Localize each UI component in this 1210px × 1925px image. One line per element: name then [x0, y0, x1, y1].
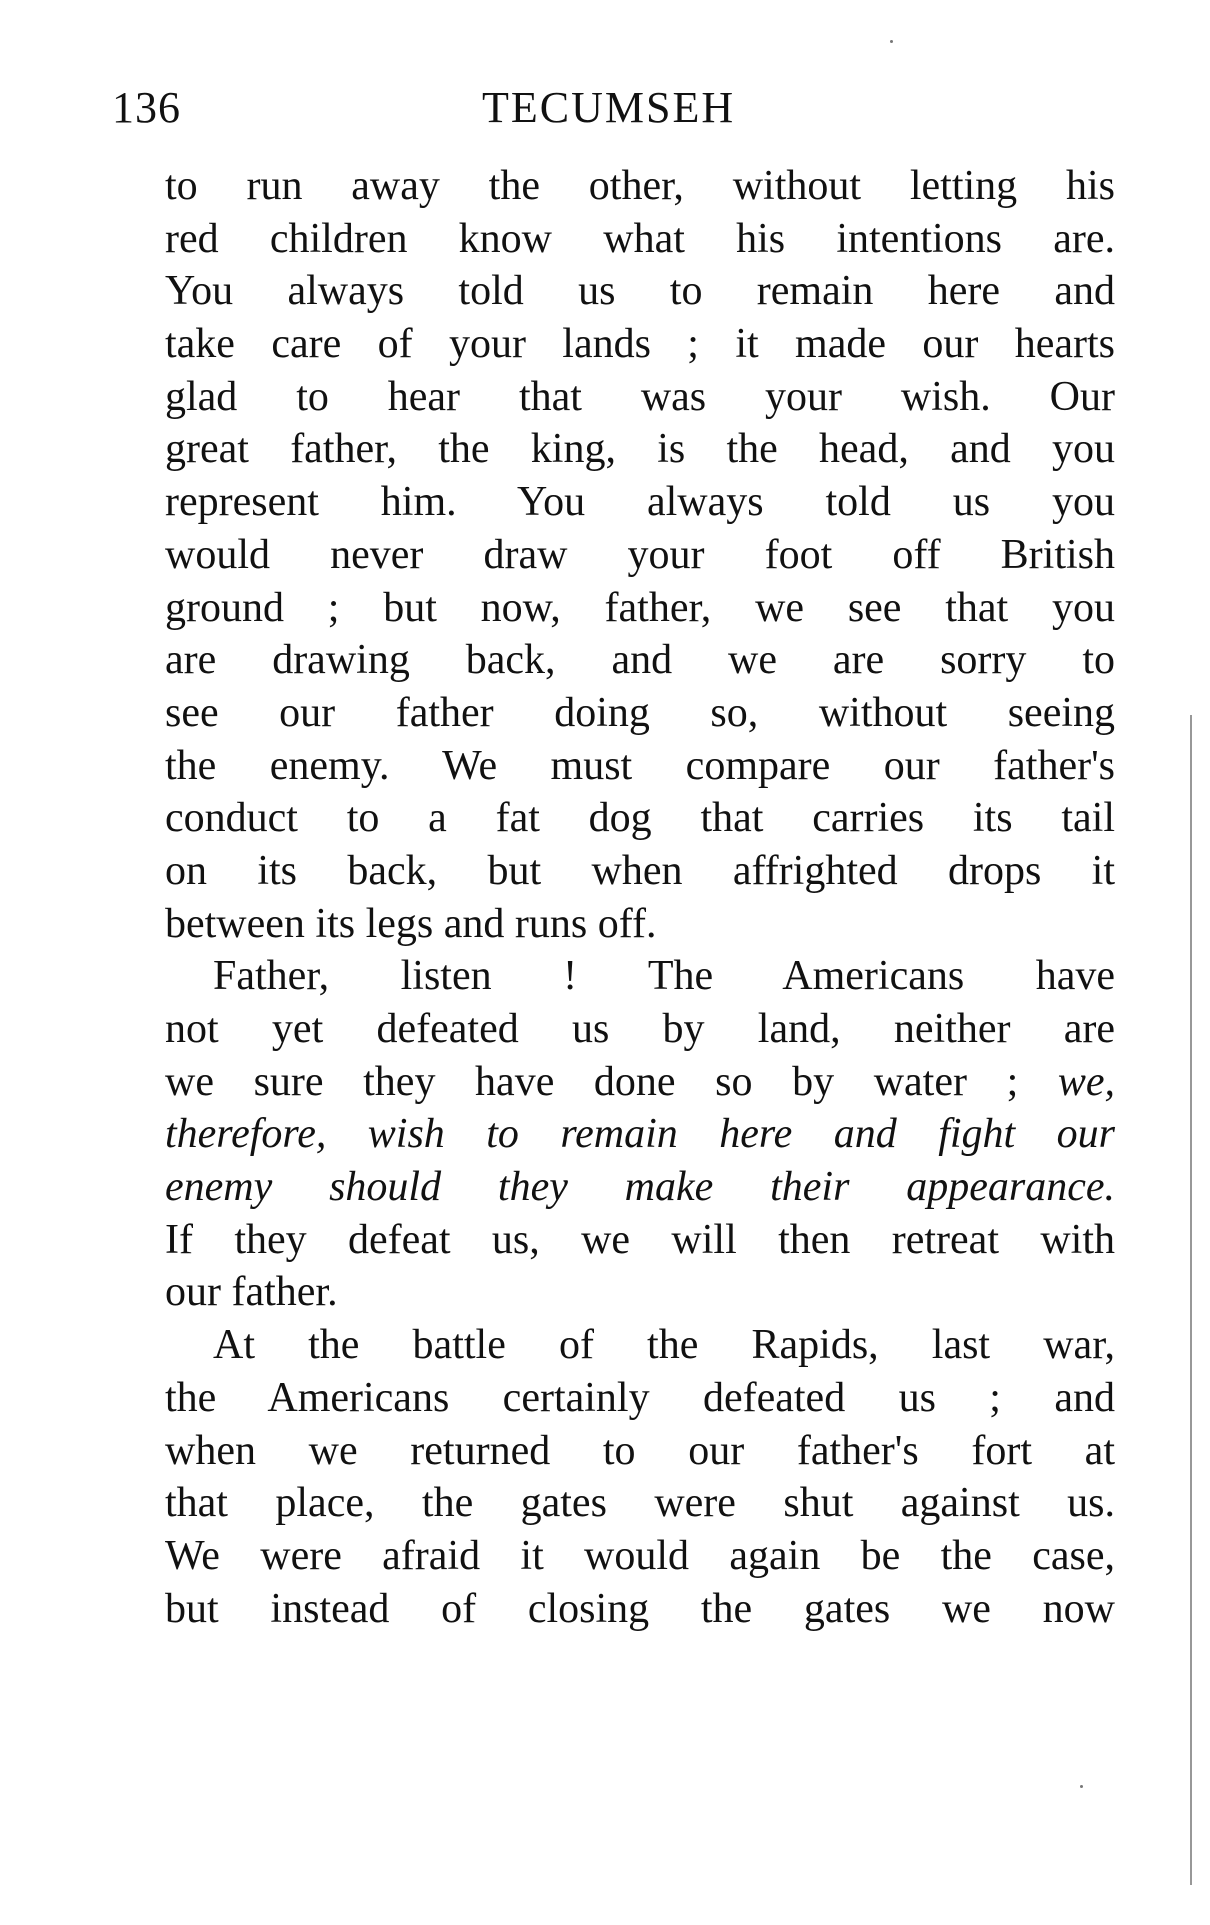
- italic-fragment: we,: [1057, 1058, 1116, 1105]
- running-head: [112, 82, 1112, 142]
- text-line: Father, listen ! The Americans have: [213, 953, 1115, 1000]
- italic-text-line: enemy should they make their appearance.: [165, 1164, 1115, 1211]
- text-line: on its back, but when affrighted drops it: [165, 847, 1115, 894]
- text-line: glad to hear that was your wish. Our: [165, 373, 1115, 420]
- text-line-mixed: [165, 1056, 1115, 1109]
- text-line: conduct to a fat dog that carries its tail: [165, 795, 1115, 842]
- text-line: ground ; but now, father, we see that you: [165, 584, 1115, 631]
- text-line: the enemy. We must compare our father's: [165, 742, 1115, 789]
- text-line: great father, the king, is the head, and you: [165, 426, 1115, 473]
- page-number: 136: [112, 83, 181, 132]
- italic-text-line: therefore, wish to remain here and fight our: [165, 1111, 1115, 1158]
- text-line: take care of your lands ; it made our hearts: [165, 321, 1115, 368]
- text-line: the Americans certainly defeated us ; and: [165, 1374, 1115, 1421]
- text-line: that place, the gates were shut against us.: [165, 1480, 1115, 1527]
- text-line: to run away the other, without letting his: [165, 163, 1115, 209]
- text-line: represent him. You always told us you: [165, 479, 1115, 526]
- text-line: If they defeat us, we will then retreat with: [165, 1216, 1115, 1263]
- text-line: between its legs and runs off.: [165, 900, 657, 947]
- text-line: We were afraid it would again be the case,: [165, 1532, 1115, 1579]
- text-line: red children know what his intentions are.: [165, 215, 1115, 262]
- running-title: TECUMSEH: [482, 83, 736, 132]
- text-line: not yet defeated us by land, neither are: [165, 1006, 1115, 1052]
- text-line: when we returned to our father's fort at: [165, 1427, 1115, 1474]
- text-line: are drawing back, and we are sorry to: [165, 637, 1115, 684]
- text-fragment: we sure they have done so by water ;: [165, 1058, 1019, 1105]
- text-line: see our father doing so, without seeing: [165, 689, 1115, 736]
- scan-speck: [1080, 1785, 1083, 1788]
- page-edge-rule: [1190, 715, 1192, 1885]
- text-line: would never draw your foot off British: [165, 531, 1115, 578]
- text-line: but instead of closing the gates we now: [165, 1585, 1115, 1632]
- body-text: [165, 160, 1115, 1635]
- text-line: You always told us to remain here and: [165, 268, 1115, 315]
- scan-speck: [890, 40, 893, 43]
- text-line: our father.: [165, 1269, 338, 1316]
- text-line: At the battle of the Rapids, last war,: [213, 1322, 1115, 1369]
